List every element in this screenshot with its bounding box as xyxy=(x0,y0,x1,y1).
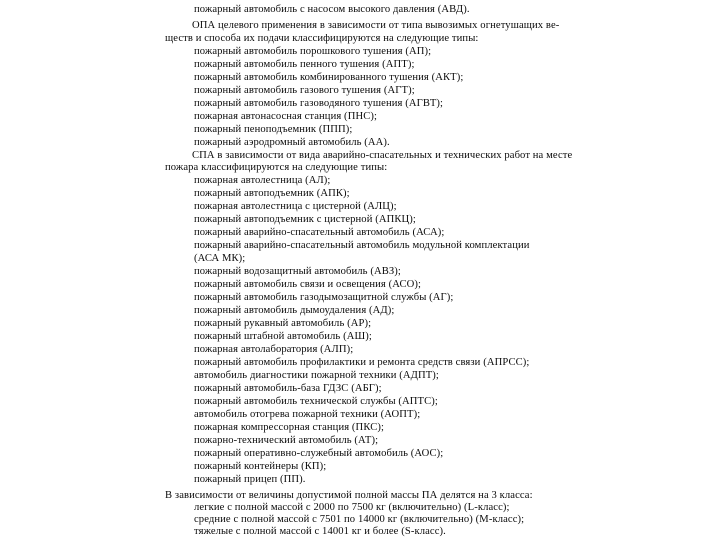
list-item: пожарный аэродромный автомобиль (АА). xyxy=(194,137,390,148)
list-item: пожарный прицеп (ПП). xyxy=(194,474,306,485)
list-item: пожарный пеноподъемник (ППП); xyxy=(194,124,353,135)
list-item: легкие с полной массой с 2000 по 7500 кг (включительно) (L-класс); xyxy=(194,502,510,513)
list-item: пожарный автомобиль профилактики и ремонта средств связи (АПРСС); xyxy=(194,357,530,368)
list-item: пожарный автоподъемник (АПК); xyxy=(194,188,350,199)
text-line: пожарный автомобиль с насосом высокого давления (АВД). xyxy=(194,4,470,15)
list-item: пожарная автолестница с цистерной (АЛЦ); xyxy=(194,201,397,212)
list-item: пожарный автомобиль порошкового тушения (АП); xyxy=(194,46,432,57)
list-item: пожарный рукавный автомобиль (АР); xyxy=(194,318,372,329)
text-line: пожара классифицируются на следующие типы: xyxy=(165,162,388,173)
list-item: пожарный автомобиль-база ГДЗС (АБГ); xyxy=(194,383,382,394)
list-item: пожарный оперативно-служебный автомобиль (АОС); xyxy=(194,448,444,459)
list-item: пожарный контейнеры (КП); xyxy=(194,461,327,472)
list-item: пожарный автоподъемник с цистерной (АПКЦ); xyxy=(194,214,416,225)
list-item: пожарный аварийно-спасательный автомобиль модульной комплектации xyxy=(194,240,530,251)
list-item: пожарный автомобиль связи и освещения (АСО); xyxy=(194,279,422,290)
list-item: пожарная автонасосная станция (ПНС); xyxy=(194,111,378,122)
list-item: средние с полной массой с 7501 по 14000 кг (включительно) (М-класс); xyxy=(194,514,525,525)
list-item: пожарная автолестница (АЛ); xyxy=(194,175,331,186)
list-item: пожарный автомобиль газового тушения (АГТ); xyxy=(194,85,415,96)
list-item: пожарная автолаборатория (АЛП); xyxy=(194,344,354,355)
list-item: пожарный водозащитный автомобиль (АВЗ); xyxy=(194,266,401,277)
list-item: пожарный автомобиль пенного тушения (АПТ); xyxy=(194,59,415,70)
list-item: пожарный автомобиль газоводяного тушения (АГВТ); xyxy=(194,98,444,109)
list-item: пожарно-технический автомобиль (АТ); xyxy=(194,435,379,446)
list-item: (АСА МК); xyxy=(194,253,246,264)
list-item: тяжелые с полной массой с 14001 кг и более (S-класс). xyxy=(194,526,446,537)
list-item: автомобиль отогрева пожарной техники (АОПТ); xyxy=(194,409,421,420)
list-item: пожарный автомобиль дымоудаления (АД); xyxy=(194,305,395,316)
list-item: пожарный автомобиль газодымозащитной службы (АГ); xyxy=(194,292,454,303)
text-line: ОПА целевого применения в зависимости от типа вывозимых огнетушащих ве- xyxy=(192,20,560,31)
list-item: пожарный штабной автомобиль (АШ); xyxy=(194,331,372,342)
list-item: пожарный аварийно-спасательный автомобиль (АСА); xyxy=(194,227,445,238)
list-item: пожарный автомобиль технической службы (АПТС); xyxy=(194,396,438,407)
text-line: СПА в зависимости от вида аварийно-спасательных и технических работ на месте xyxy=(192,150,573,161)
text-line: ществ и способа их подачи классифицируются на следующие типы: xyxy=(165,33,479,44)
list-item: пожарная компрессорная станция (ПКС); xyxy=(194,422,385,433)
text-line: В зависимости от величины допустимой полной массы ПА делятся на 3 класса: xyxy=(165,490,533,501)
list-item: пожарный автомобиль комбинированного тушения (АКТ); xyxy=(194,72,464,83)
list-item: автомобиль диагностики пожарной техники (АДПТ); xyxy=(194,370,439,381)
